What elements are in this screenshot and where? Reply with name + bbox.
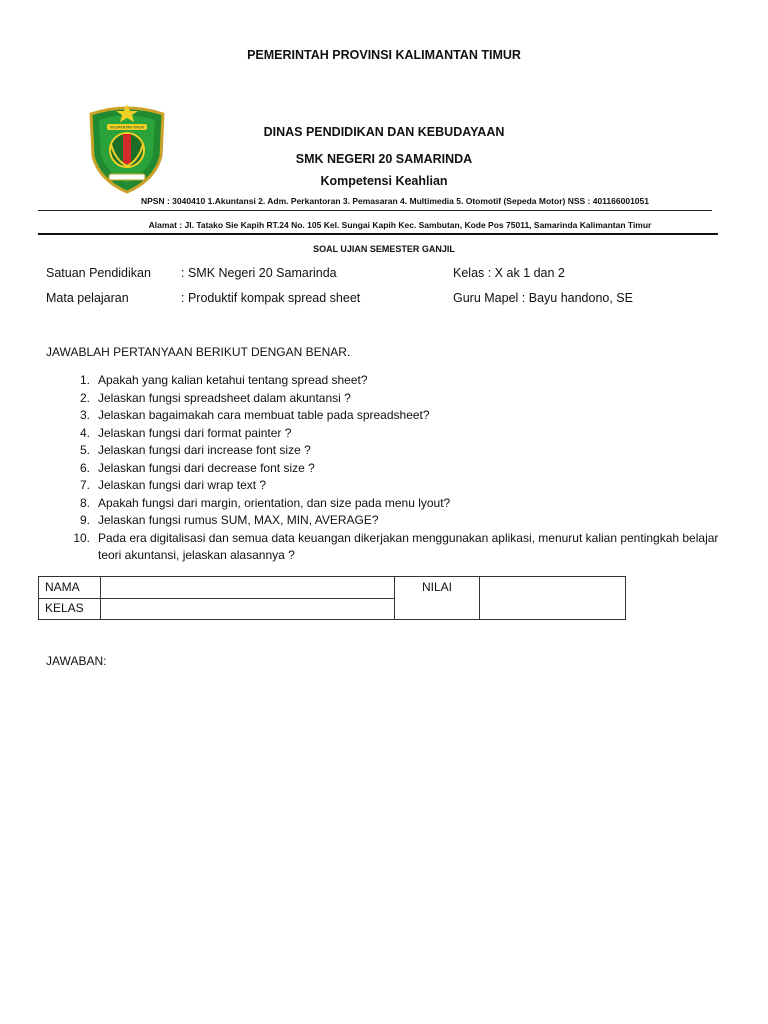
name-label: NAMA (45, 580, 80, 594)
instruction-text: JAWABLAH PERTANYAAN BERIKUT DENGAN BENAR. (46, 345, 351, 359)
answer-label: JAWABAN: (46, 654, 107, 668)
question-text: Jelaskan bagaimakah cara membuat table pada spreadsheet? (98, 408, 430, 422)
table-divider (39, 598, 394, 599)
question-number: 2. (79, 390, 90, 405)
question-text: Pada era digitalisasi dan semua data keuangan dikerjakan menggunakan aplikasi, menurut kalian pentingkah belajar teori akuntansi, jelaskan alasannya ? (98, 530, 719, 562)
question-text: Jelaskan fungsi dari decrease font size ? (98, 460, 315, 475)
subject-label: Mata pelajaran (46, 291, 129, 305)
question-text: Jelaskan fungsi dari wrap text ? (98, 478, 267, 492)
identity-table (38, 576, 626, 620)
question-number: 8. (79, 495, 90, 510)
score-label: NILAI (422, 580, 453, 594)
competency-title: Kompetensi Keahlian (320, 174, 448, 188)
question-text: Apakah fungsi dari margin, orientation, dan size pada menu lyout? (98, 495, 451, 510)
question-number: 5. (79, 443, 90, 457)
question-item (46, 460, 726, 478)
question-item (46, 442, 726, 460)
class-info: Kelas : X ak 1 dan 2 (453, 266, 565, 280)
npsn-line: NPSN : 3040410 1.Akuntansi 2. Adm. Perkantoran 3. Pemasaran 4. Multimedia 5. Otomotif (Sepeda Motor) NSS : 401166001051 (141, 196, 649, 206)
exam-title: SOAL UJIAN SEMESTER GANJIL (313, 244, 455, 254)
unit-label: Satuan Pendidikan (46, 266, 151, 280)
teacher-info: Guru Mapel : Bayu handono, SE (453, 291, 633, 305)
question-number: 6. (79, 460, 90, 475)
question-item (46, 425, 726, 443)
question-text: Apakah yang kalian ketahui tentang spread sheet? (98, 373, 368, 387)
table-divider (479, 577, 480, 619)
table-divider (394, 577, 395, 619)
question-number: 4. (79, 425, 90, 440)
school-name: SMK NEGERI 20 SAMARINDA (295, 152, 473, 166)
unit-value: : SMK Negeri 20 Samarinda (181, 266, 337, 280)
question-number: 7. (79, 478, 90, 492)
question-item (46, 372, 726, 390)
question-list (46, 372, 726, 565)
question-text: Jelaskan fungsi spreadsheet dalam akuntansi ? (98, 390, 351, 405)
question-item (46, 495, 726, 513)
question-item (46, 512, 726, 530)
question-item (46, 390, 726, 408)
header-divider-thick (38, 233, 718, 235)
question-number: 10. (73, 530, 90, 545)
question-number: 1. (79, 373, 90, 387)
class-label: KELAS (45, 601, 84, 615)
question-item (46, 530, 726, 565)
question-text: Jelaskan fungsi dari format painter ? (98, 425, 292, 440)
question-number: 3. (79, 408, 90, 422)
svg-text:KALIMANTAN TIMUR: KALIMANTAN TIMUR (110, 125, 144, 130)
header-divider-thin (38, 210, 712, 211)
subject-value: : Produktif kompak spread sheet (181, 291, 361, 305)
question-text: Jelaskan fungsi rumus SUM, MAX, MIN, AVERAGE? (98, 513, 379, 527)
question-item (46, 477, 726, 495)
question-number: 9. (79, 513, 90, 527)
question-text: Jelaskan fungsi dari increase font size ? (98, 443, 311, 457)
department-title: DINAS PENDIDIKAN DAN KEBUDAYAAN (263, 125, 505, 139)
question-item (46, 407, 726, 425)
government-title: PEMERINTAH PROVINSI KALIMANTAN TIMUR (247, 48, 521, 62)
school-address: Alamat : Jl. Tatako Sie Kapih RT.24 No. 105 Kel. Sungai Kapih Kec. Sambutan, Kode Pos 75011, Samarinda Kalimantan Timur (148, 220, 652, 230)
